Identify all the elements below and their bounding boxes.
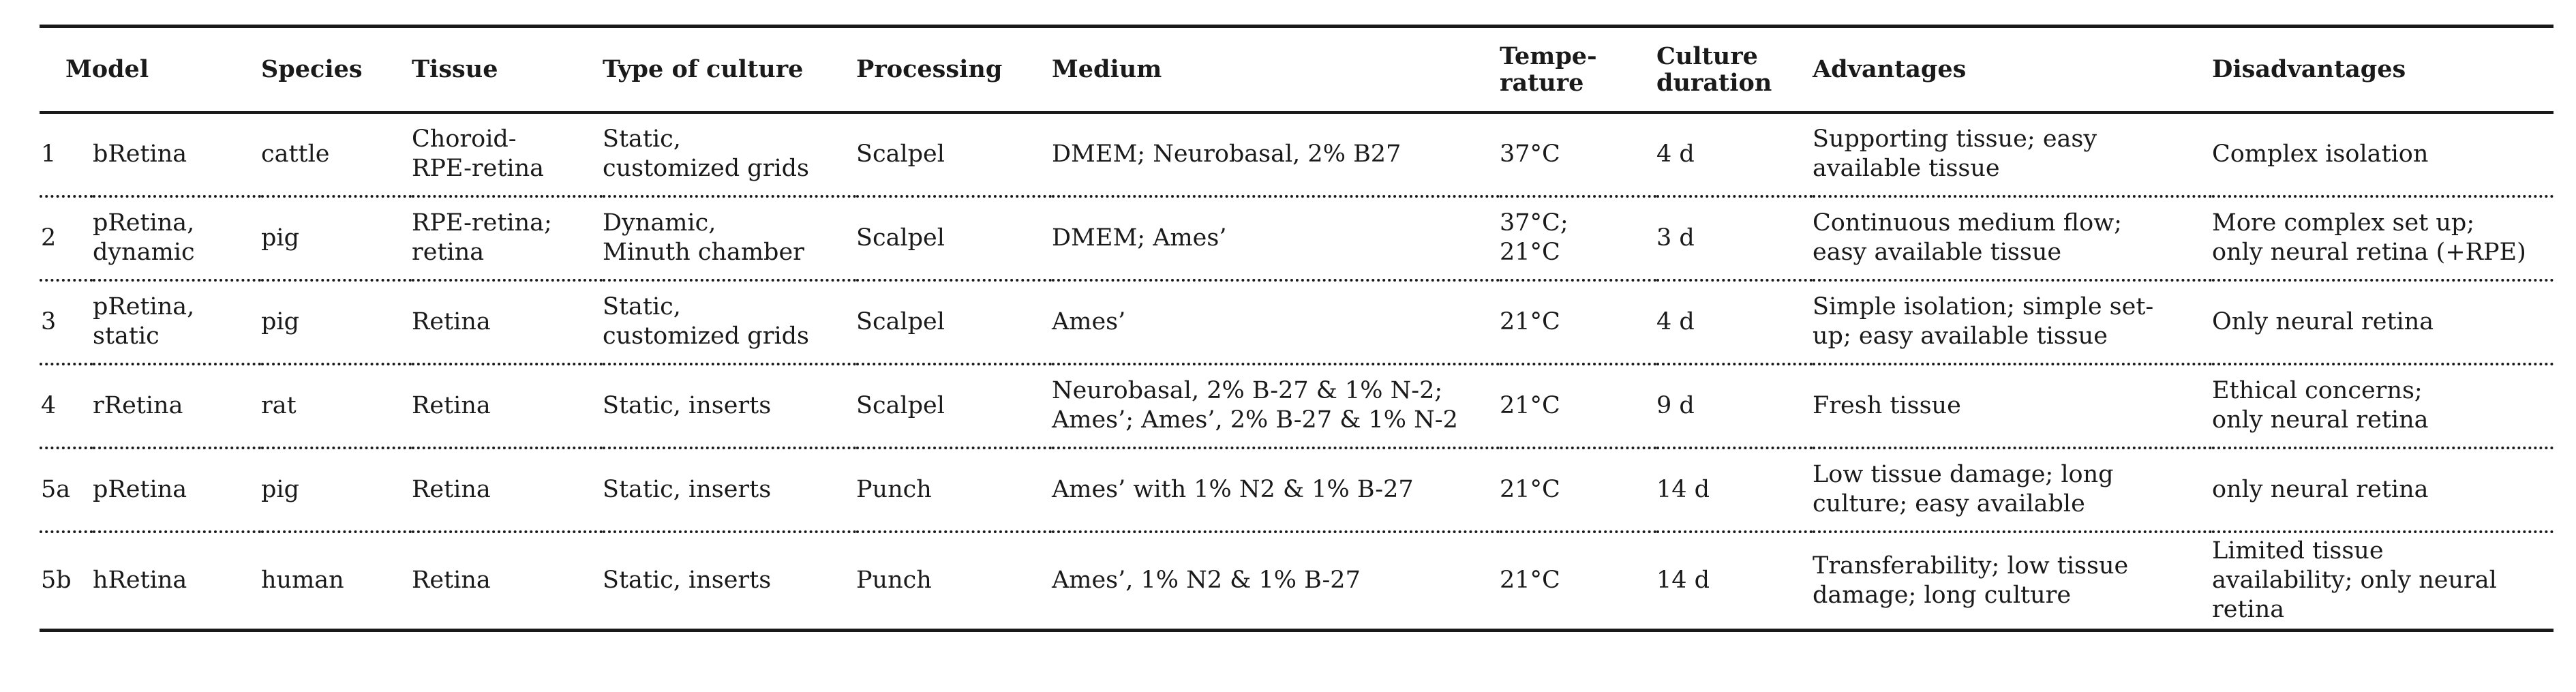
cell-culture-duration: 9 d [1656, 364, 1813, 448]
cell-row-id: 5b [40, 532, 93, 631]
cell-species: human [261, 532, 412, 631]
cell-species: pig [261, 196, 412, 280]
cell-temperature: 37°C [1500, 112, 1656, 196]
cell-temperature: 21°C [1500, 532, 1656, 631]
header-species: Species [261, 27, 412, 112]
cell-species: rat [261, 364, 412, 448]
cell-temperature: 21°C [1500, 448, 1656, 532]
cell-medium: Ames’ [1052, 280, 1500, 364]
cell-processing: Punch [856, 448, 1052, 532]
header-medium: Medium [1052, 27, 1500, 112]
cell-advantages: Supporting tissue; easy available tissue [1813, 112, 2212, 196]
cell-species: pig [261, 280, 412, 364]
cell-processing: Scalpel [856, 196, 1052, 280]
cell-culture-type: Static, inserts [603, 448, 856, 532]
cell-row-id: 3 [40, 280, 93, 364]
cell-disadvantages: More complex set up; only neural retina (+RPE) [2212, 196, 2554, 280]
table-row [40, 196, 2554, 280]
cell-temperature: 37°C; 21°C [1500, 196, 1656, 280]
cell-temperature: 21°C [1500, 280, 1656, 364]
cell-culture-duration: 14 d [1656, 448, 1813, 532]
cell-model: bRetina [93, 112, 261, 196]
cell-tissue: Choroid- RPE-retina [412, 112, 603, 196]
table-body [40, 112, 2554, 631]
comparison-table-container [40, 25, 2554, 632]
cell-culture-duration: 3 d [1656, 196, 1813, 280]
cell-model: hRetina [93, 532, 261, 631]
cell-disadvantages: Complex isolation [2212, 112, 2554, 196]
cell-disadvantages: only neural retina [2212, 448, 2554, 532]
cell-advantages: Low tissue damage; long culture; easy available [1813, 448, 2212, 532]
cell-model: pRetina [93, 448, 261, 532]
cell-culture-type: Dynamic, Minuth chamber [603, 196, 856, 280]
header-culture-duration: Culture duration [1656, 27, 1813, 112]
header-tissue: Tissue [412, 27, 603, 112]
header-disadvantages: Disadvantages [2212, 27, 2554, 112]
cell-tissue: Retina [412, 448, 603, 532]
cell-culture-type: Static, inserts [603, 532, 856, 631]
cell-culture-duration: 4 d [1656, 280, 1813, 364]
cell-tissue: Retina [412, 280, 603, 364]
cell-tissue: RPE-retina; retina [412, 196, 603, 280]
cell-medium: Ames’ with 1% N2 & 1% B-27 [1052, 448, 1500, 532]
cell-model: rRetina [93, 364, 261, 448]
cell-culture-type: Static, customized grids [603, 280, 856, 364]
table-row [40, 364, 2554, 448]
cell-culture-duration: 4 d [1656, 112, 1813, 196]
cell-medium: Ames’, 1% N2 & 1% B-27 [1052, 532, 1500, 631]
cell-species: cattle [261, 112, 412, 196]
cell-medium: DMEM; Ames’ [1052, 196, 1500, 280]
cell-tissue: Retina [412, 532, 603, 631]
cell-row-id: 2 [40, 196, 93, 280]
cell-row-id: 1 [40, 112, 93, 196]
cell-processing: Punch [856, 532, 1052, 631]
table-row [40, 448, 2554, 532]
cell-processing: Scalpel [856, 364, 1052, 448]
cell-species: pig [261, 448, 412, 532]
cell-disadvantages: Only neural retina [2212, 280, 2554, 364]
header-culture-type: Type of culture [603, 27, 856, 112]
cell-model: pRetina, static [93, 280, 261, 364]
cell-advantages: Transferability; low tissue damage; long culture [1813, 532, 2212, 631]
cell-row-id: 5a [40, 448, 93, 532]
cell-advantages: Simple isolation; simple set- up; easy available tissue [1813, 280, 2212, 364]
cell-tissue: Retina [412, 364, 603, 448]
cell-row-id: 4 [40, 364, 93, 448]
table-row [40, 532, 2554, 631]
header-processing: Processing [856, 27, 1052, 112]
cell-culture-type: Static, customized grids [603, 112, 856, 196]
cell-culture-type: Static, inserts [603, 364, 856, 448]
cell-disadvantages: Ethical concerns; only neural retina [2212, 364, 2554, 448]
cell-advantages: Fresh tissue [1813, 364, 2212, 448]
cell-culture-duration: 14 d [1656, 532, 1813, 631]
header-model: Model [40, 27, 261, 112]
table-row [40, 112, 2554, 196]
cell-advantages: Continuous medium flow; easy available tissue [1813, 196, 2212, 280]
cell-processing: Scalpel [856, 112, 1052, 196]
cell-disadvantages: Limited tissue availability; only neural retina [2212, 532, 2554, 631]
cell-medium: DMEM; Neurobasal, 2% B27 [1052, 112, 1500, 196]
header-temperature: Tempe- rature [1500, 27, 1656, 112]
cell-temperature: 21°C [1500, 364, 1656, 448]
table-row [40, 280, 2554, 364]
cell-processing: Scalpel [856, 280, 1052, 364]
cell-model: pRetina, dynamic [93, 196, 261, 280]
header-advantages: Advantages [1813, 27, 2212, 112]
retina-culture-models-table [40, 25, 2554, 632]
header-row [40, 27, 2554, 112]
cell-medium: Neurobasal, 2% B-27 & 1% N-2; Ames’; Ames’, 2% B-27 & 1% N-2 [1052, 364, 1500, 448]
